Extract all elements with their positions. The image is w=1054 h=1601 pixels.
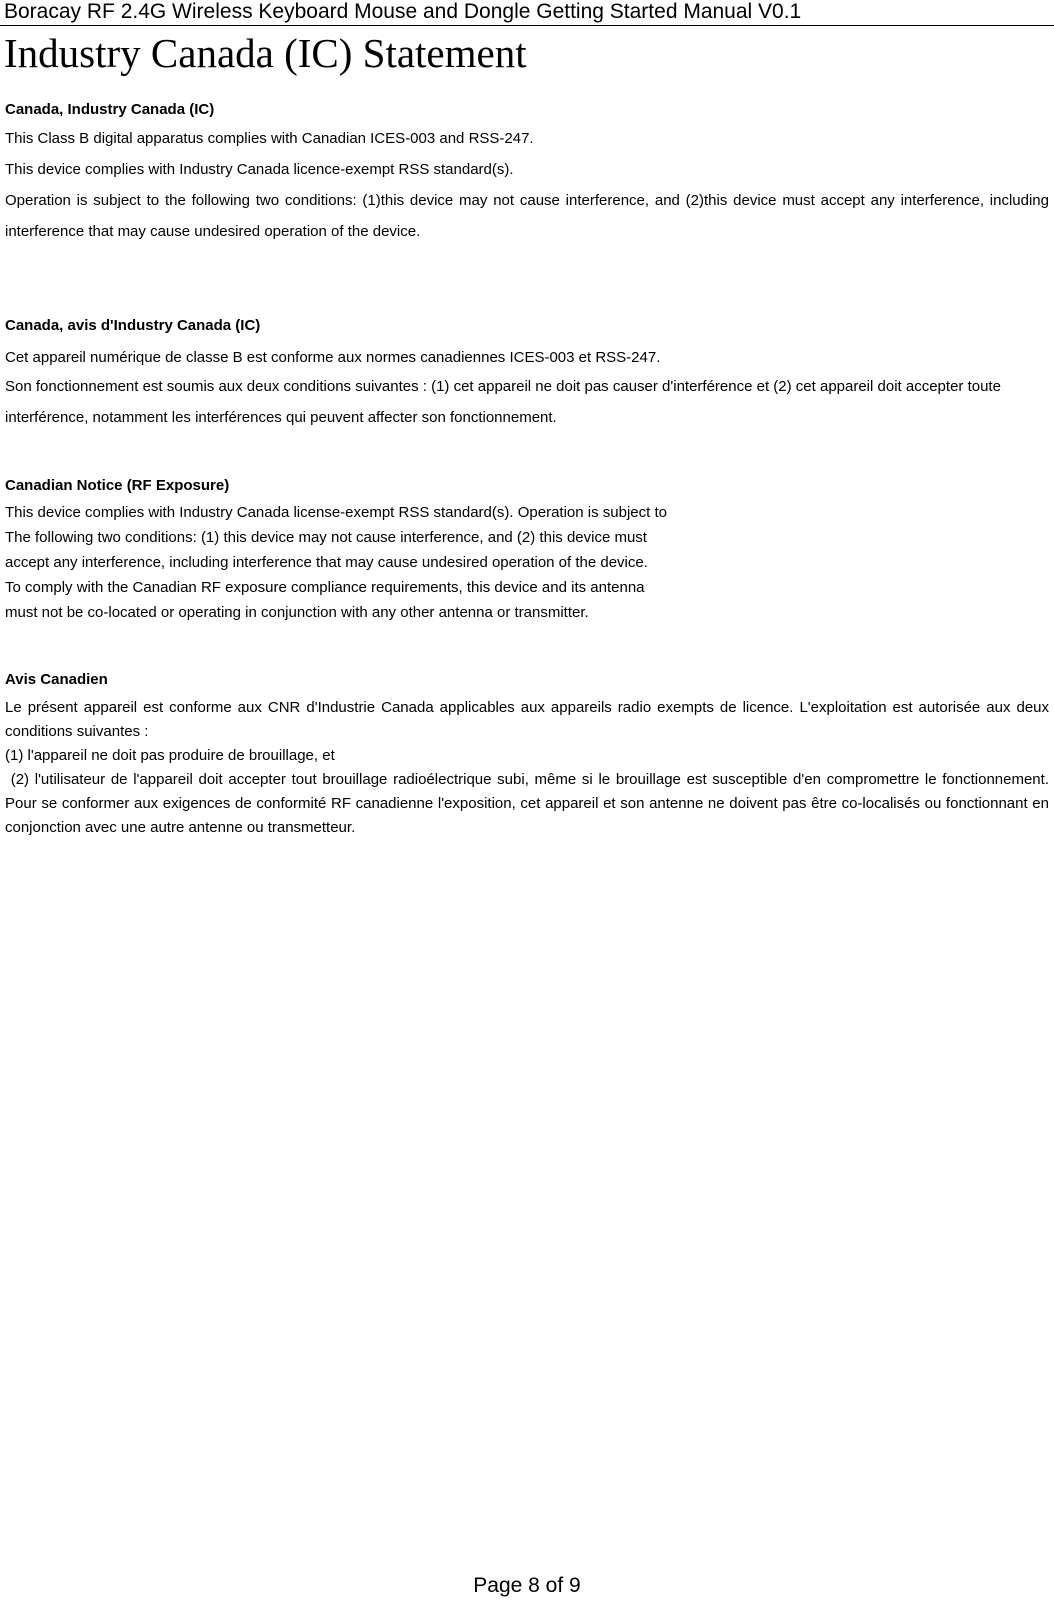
paragraph: This device complies with Industry Canada licence-exempt RSS standard(s). (5, 161, 514, 178)
section-heading: Canada, avis d'Industry Canada (IC) (5, 317, 261, 334)
paragraph (5, 500, 1049, 625)
section-rf-exposure (5, 476, 1049, 625)
section-ic-french (5, 316, 1049, 433)
paragraph: Son fonctionnement est soumis aux deux conditions suivantes : (1) cet appareil ne doit pas causer d'interférence et (2) cet appareil doit accepter toute interférence, notamment les interférences qui peuvent affecter son fonctionnement. (5, 378, 1001, 426)
running-header-title: Boracay RF 2.4G Wireless Keyboard Mouse and Dongle Getting Started Manual V0.1 (4, 0, 802, 23)
section-avis-canadien (5, 670, 1054, 840)
text-line: accept any interference, including interference that may cause undesired operation of the device. (5, 554, 648, 571)
paragraph: (1) l'appareil ne doit pas produire de brouillage, et (5, 747, 335, 764)
page-title: Industry Canada (IC) Statement (4, 30, 527, 76)
page-footer (0, 1574, 1054, 1598)
section-heading: Canada, Industry Canada (IC) (5, 101, 215, 118)
page-number: Page 8 of 9 (473, 1574, 581, 1597)
section-ic-english (5, 100, 1049, 247)
paragraph: This Class B digital apparatus complies with Canadian ICES-003 and RSS-247. (5, 130, 534, 147)
paragraph: (2) l'utilisateur de l'appareil doit accepter tout brouillage radioélectrique subi, même si le brouillage est susceptible d'en compromettre le fonctionnement. Pour se conformer aux exigences de conformité RF canadienne l'exposition, cet appareil et son antenne ne doivent pas être co-localisés ou fonctionnant en conjonction avec une autre antenne ou transmetteur. (5, 771, 1054, 836)
paragraph: Operation is subject to the following two conditions: (1)this device may not cause interference, and (2)this device must accept any interference, including interference that may cause undesired operation of the device. (5, 192, 1049, 240)
section-heading: Avis Canadien (5, 671, 108, 688)
paragraph: Le présent appareil est conforme aux CNR d'Industrie Canada applicables aux appareils radio exempts de licence. L'exploitation est autorisée aux deux conditions suivantes : (5, 699, 1049, 740)
text-line: must not be co-located or operating in conjunction with any other antenna or transmitter. (5, 604, 589, 621)
paragraph: Cet appareil numérique de classe B est conforme aux normes canadiennes ICES-003 et RSS-247. (5, 349, 661, 366)
section-heading: Canadian Notice (RF Exposure) (5, 477, 230, 494)
text-line: This device complies with Industry Canada license-exempt RSS standard(s). Operation is subject to (5, 504, 667, 521)
running-header (0, 0, 1054, 26)
text-line: To comply with the Canadian RF exposure compliance requirements, this device and its antenna (5, 579, 645, 596)
text-line: The following two conditions: (1) this device may not cause interference, and (2) this device must (5, 529, 647, 546)
